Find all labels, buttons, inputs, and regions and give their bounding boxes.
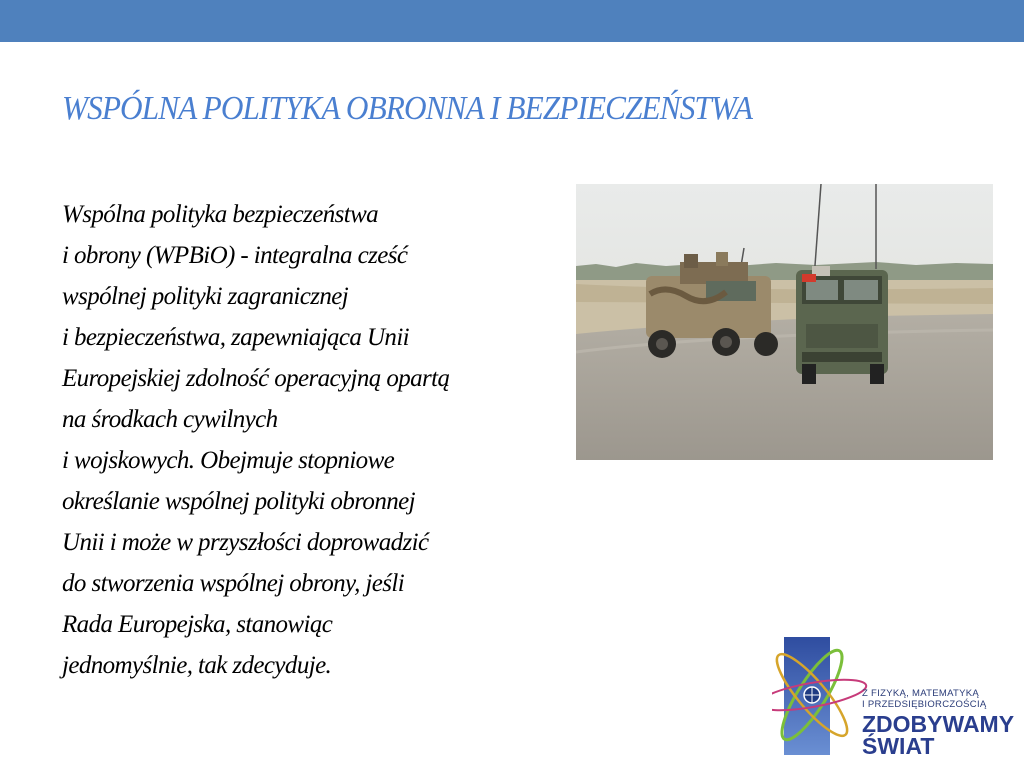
logo-tagline-1: Z FIZYKĄ, MATEMATYKĄ [862,688,980,699]
body-line: i wojskowych. Obejmuje stopniowe [62,447,395,474]
body-line: na środkach cywilnych [62,406,278,433]
military-vehicles-photo [576,184,993,460]
slide-title: WSPÓLNA POLITYKA OBRONNA I BEZPIECZEŃSTWA [62,90,753,127]
slide-body-text [62,194,562,686]
body-line: jednomyślnie, tak zdecyduje. [62,652,332,679]
body-line: i bezpieczeństwa, zapewniająca Unii [62,324,410,351]
top-accent-bar [0,0,1024,42]
body-line: Wspólna polityka bezpieczeństwa [62,201,379,228]
body-line: Rada Europejska, stanowiąc [62,611,333,638]
body-line: Unii i może w przyszłości doprowadzić [62,529,429,556]
logo-text [862,688,1014,757]
body-line: wspólnej polityki zagranicznej [62,283,349,310]
body-line: określanie wspólnej polityki obronnej [62,488,415,515]
logo-tagline-2: I PRZEDSIĘBIORCZOŚCIĄ [862,699,987,710]
body-line: do stworzenia wspólnej obrony, jeśli [62,570,405,597]
body-line: Europejskiej zdolność operacyjną opartą [62,365,450,392]
logo-name-2: ŚWIAT [862,733,935,759]
logo-name-1: ZDOBYWAMY [862,711,1015,737]
body-line: i obrony (WPBiO) - integralna cześć [62,242,408,269]
